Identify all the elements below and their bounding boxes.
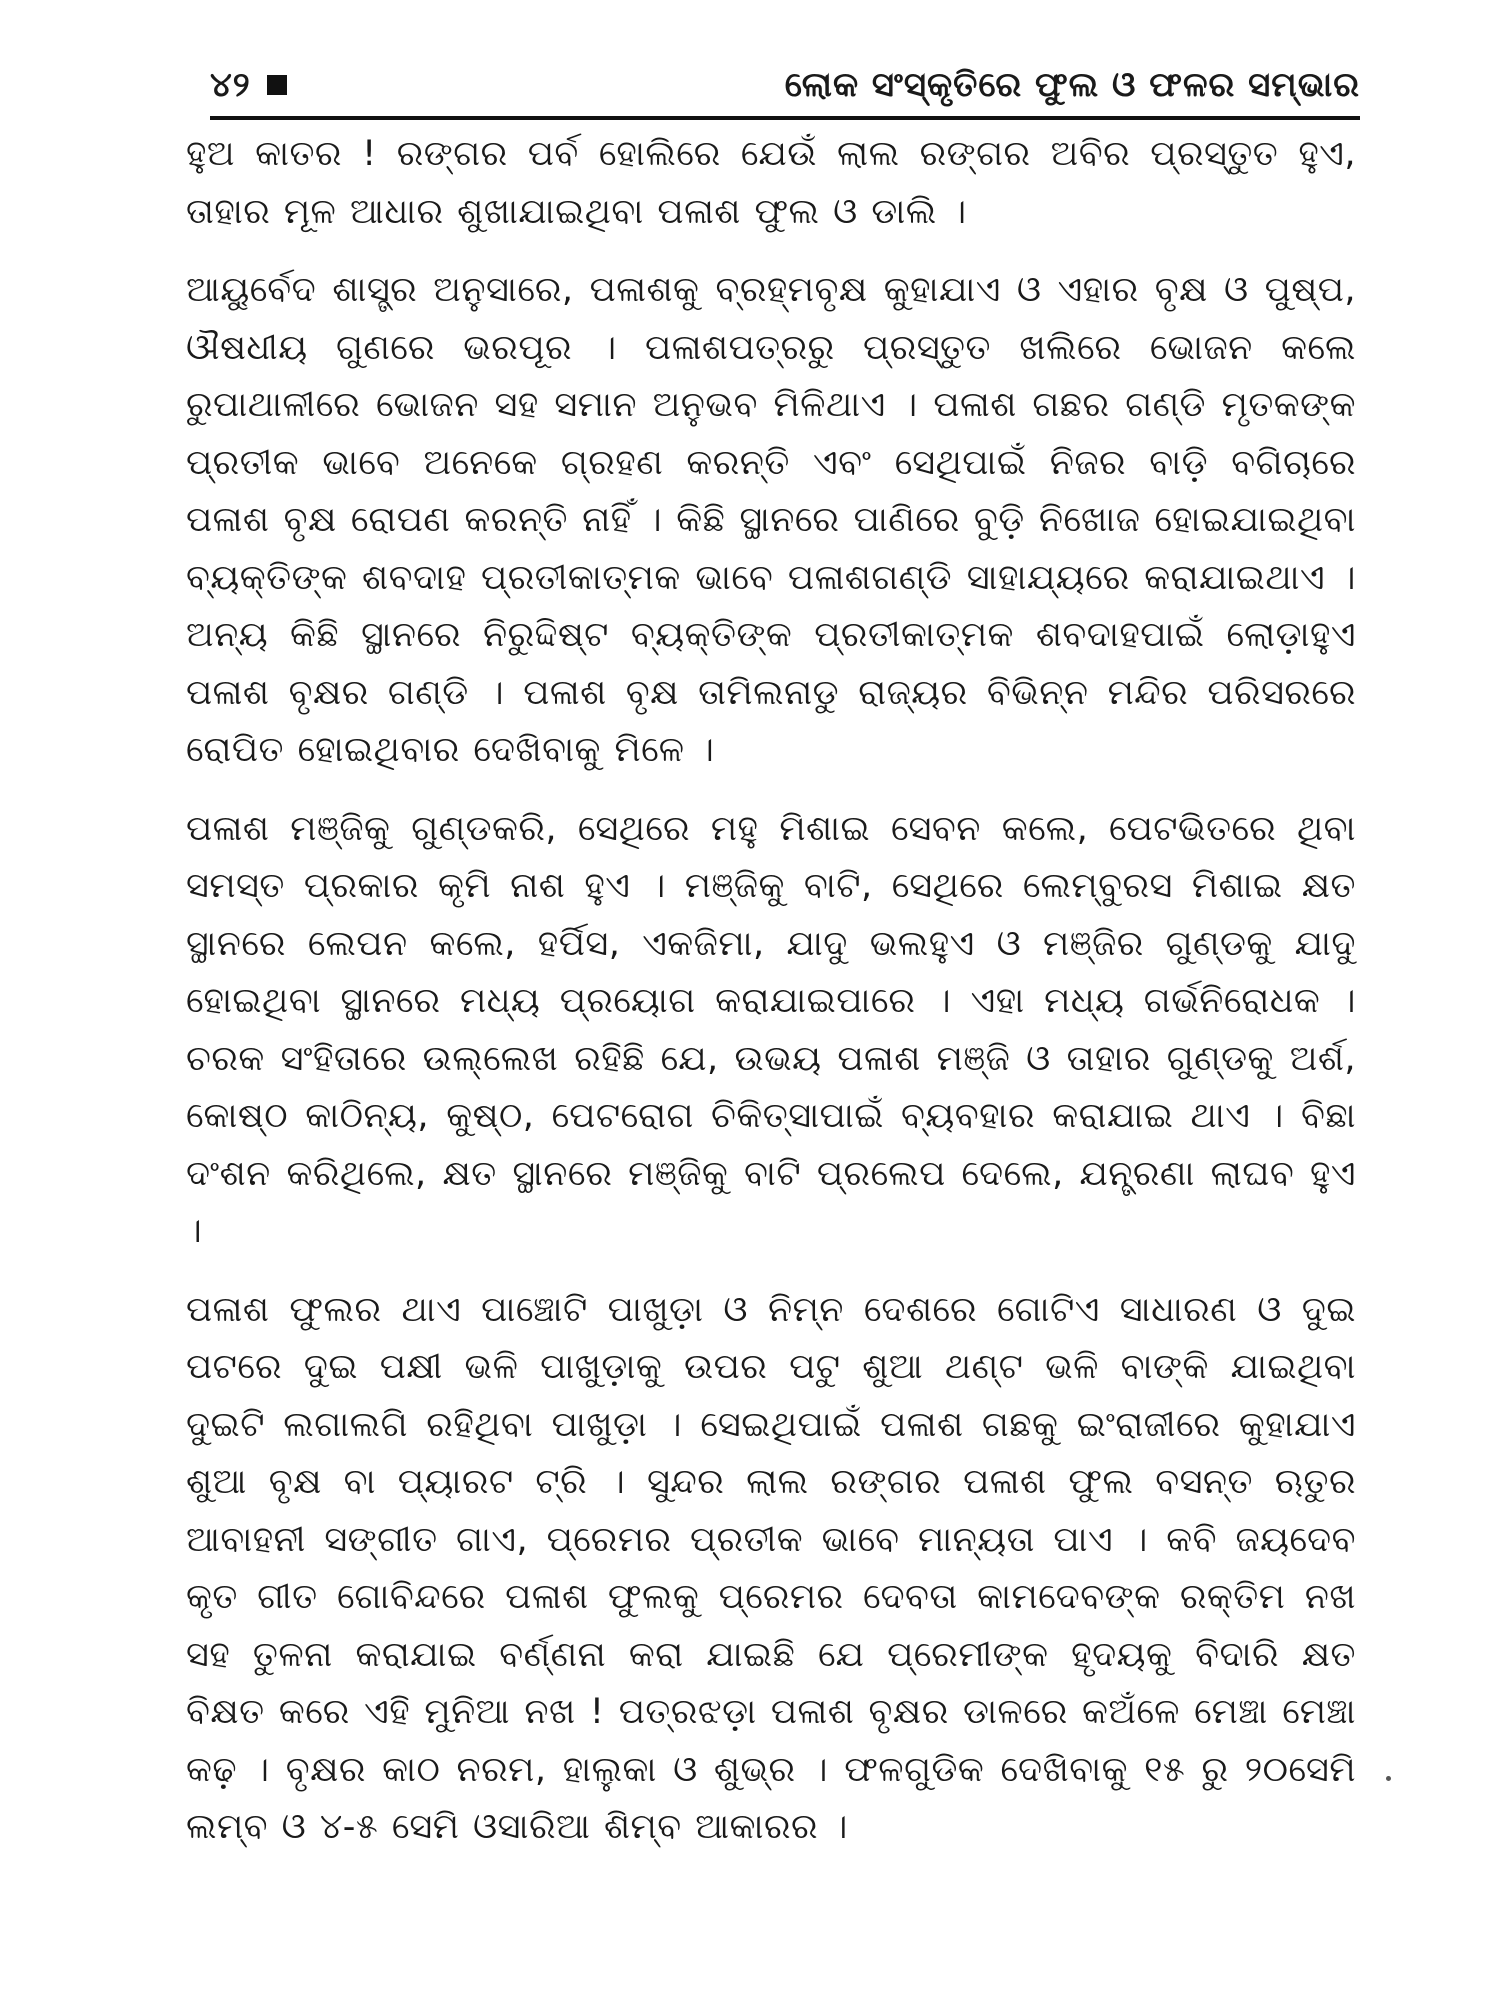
page-number: ୪୨ <box>210 65 251 105</box>
header-divider <box>210 116 1360 120</box>
body-text <box>186 126 1356 1857</box>
paragraph-ayurveda: ଆୟୁର୍ବେଦ ଶାସ୍ତ୍ର ଅନୁସାରେ, ପଳାଶକୁ ବ୍ରହ୍ମବୃକ୍ଷ କୁହାଯାଏ ଓ ଏହାର ବୃକ୍ଷ ଓ ପୁଷ୍ପ, ଔଷଧୀୟ ଗୁଣରେ ଭରପୂର । ପଳାଶପତ୍ରରୁ ପ୍ରସ୍ତୁତ ଖଲିରେ ଭୋଜନ କଲେ ରୁପାଥାଳୀରେ ଭୋଜନ ସହ ସମାନ ଅନୁଭବ ମିଳିଥାଏ । ପଳାଶ ଗଛର ଗଣ୍ଡି ମୃତକଙ୍କ ପ୍ରତୀକ ଭାବେ ଅନେକେ ଗ୍ରହଣ କରନ୍ତି ଏବଂ ସେଥିପାଇଁ ନିଜର ବାଡ଼ି ବଗିଚାରେ ପଳାଶ ବୃକ୍ଷ ରୋପଣ କରନ୍ତି ନାହିଁ । କିଛି ସ୍ଥାନରେ ପାଣିରେ ବୁଡ଼ି ନିଖୋଜ ହୋଇଯାଇଥିବା ବ୍ୟକ୍ତିଙ୍କ ଶବଦାହ ପ୍ରତୀକାତ୍ମକ ଭାବେ ପଳାଶଗଣ୍ଡି ସାହାଯ୍ୟରେ କରାଯାଇଥାଏ । ଅନ୍ୟ କିଛି ସ୍ଥାନରେ ନିରୁଦ୍ଦିଷ୍ଟ ବ୍ୟକ୍ତିଙ୍କ ପ୍ରତୀକାତ୍ମକ ଶବଦାହପାଇଁ ଲୋଡ଼ାହୁଏ ପଳାଶ ବୃକ୍ଷର ଗଣ୍ଡି । ପଳାଶ ବୃକ୍ଷ ତାମିଲନାଡୁ ରାଜ୍ୟର ବିଭିନ୍ନ ମନ୍ଦିର ପରିସରରେ ରୋପିତ ହୋଇଥିବାର ଦେଖିବାକୁ ମିଳେ । <box>186 270 1356 770</box>
print-speck <box>1386 1776 1391 1781</box>
running-title: ଲୋକ ସଂସ୍କୃତିରେ ଫୁଲ ଓ ଫଳର ସମ୍ଭାର <box>784 65 1360 105</box>
page-number-group <box>210 65 287 105</box>
paragraph-holi: ହୁଅ କାତର ! ରଙ୍ଗର ପର୍ବ ହୋଲିରେ ଯେଉଁ ଲାଲ ରଙ୍ଗର ଅବିର ପ୍ରସ୍ତୁତ ହୁଏ, ତାହାର ମୂଳ ଆଧାର ଶୁଖାଯାଇଥିବା ପଳାଶ ଫୁଲ ଓ ଡାଲି । <box>186 134 1356 232</box>
paragraph-seeds: ପଳାଶ ମଞ୍ଜିକୁ ଗୁଣ୍ଡକରି, ସେଥିରେ ମହୁ ମିଶାଇ ସେବନ କଲେ, ପେଟଭିତରେ ଥିବା ସମସ୍ତ ପ୍ରକାର କୃମି ନାଶ ହୁଏ । ମଞ୍ଜିକୁ ବାଟି, ସେଥିରେ ଲେମ୍ବୁରସ ମିଶାଇ କ୍ଷତ ସ୍ଥାନରେ ଲେପନ କଲେ, ହର୍ପିସ, ଏକଜିମା, ଯାଦୁ ଭଲହୁଏ ଓ ମଞ୍ଜିର ଗୁଣ୍ଡକୁ ଯାଦୁ ହୋଇଥିବା ସ୍ଥାନରେ ମଧ୍ୟ ପ୍ରୟୋଗ କରାଯାଇପାରେ । ଏହା ମଧ୍ୟ ଗର୍ଭନିରୋଧକ । ଚରକ ସଂହିତାରେ ଉଲ୍ଲେଖ ରହିଛି ଯେ, ଉଭୟ ପଳାଶ ମଞ୍ଜି ଓ ତାହାର ଗୁଣ୍ଡକୁ ଅର୍ଶ, କୋଷ୍ଠ କାଠିନ୍ୟ, କୁଷ୍ଠ, ପେଟରୋଗ ଚିକିତ୍ସାପାଇଁ ବ୍ୟବହାର କରାଯାଇ ଥାଏ । ବିଛା ଦଂଶନ କରିଥିଲେ, କ୍ଷତ ସ୍ଥାନରେ ମଞ୍ଜିକୁ ବାଟି ପ୍ରଲେପ ଦେଲେ, ଯନ୍ତ୍ରଣା ଲାଘବ ହୁଏ । <box>186 808 1356 1251</box>
page-header <box>210 56 1360 114</box>
paragraph-flower: ପଳାଶ ଫୁଲର ଥାଏ ପାଞ୍ଚୋଟି ପାଖୁଡ଼ା ଓ ନିମ୍ନ ଦେଶରେ ଗୋଟିଏ ସାଧାରଣ ଓ ଦୁଇ ପଟରେ ଦୁଇ ପକ୍ଷୀ ଭଳି ପାଖୁଡ଼ାକୁ ଉପର ପଟୁ ଶୁଆ ଥଣ୍ଟ ଭଳି ବାଙ୍କି ଯାଇଥିବା ଦୁଇଟି ଲଗାଲଗି ରହିଥିବା ପାଖୁଡ଼ା । ସେଇଥିପାଇଁ ପଳାଶ ଗଛକୁ ଇଂରାଜୀରେ କୁହାଯାଏ ଶୁଆ ବୃକ୍ଷ ବା ପ୍ୟାରଟ ଟ୍ରି । ସୁନ୍ଦର ଲାଲ ରଙ୍ଗର ପଳାଶ ଫୁଲ ବସନ୍ତ ଋତୁର ଆବାହନୀ ସଙ୍ଗୀତ ଗାଏ, ପ୍ରେମର ପ୍ରତୀକ ଭାବେ ମାନ୍ୟତା ପାଏ । କବି ଜୟଦେବ କୃତ ଗୀତ ଗୋବିନ୍ଦରେ ପଳାଶ ଫୁଲକୁ ପ୍ରେମର ଦେବତା କାମଦେବଙ୍କ ରକ୍ତିମ ନଖ ସହ ତୁଳନା କରାଯାଇ ବର୍ଣ୍ଣନା କରା ଯାଇଛି ଯେ ପ୍ରେମୀଙ୍କ ହୃଦୟକୁ ବିଦାରି କ୍ଷତ ବିକ୍ଷତ କରେ ଏହି ମୁନିଆ ନଖ ! ପତ୍ରଝଡ଼ା ପଳାଶ ବୃକ୍ଷର ଡାଳରେ କଅଁଳେ ମେଞ୍ଚା ମେଞ୍ଚା କଢ଼ । ବୃକ୍ଷର କାଠ ନରମ, ହାଲୁକା ଓ ଶୁଭ୍ର । ଫଳଗୁଡିକ ଦେଖିବାକୁ ୧୫ ରୁ ୨୦ସେମି ଲମ୍ବ ଓ ୪-୫ ସେମି ଓସାରିଆ ଶିମ୍ବ ଆକାରର । <box>186 1289 1356 1847</box>
square-bullet-icon <box>267 75 287 95</box>
